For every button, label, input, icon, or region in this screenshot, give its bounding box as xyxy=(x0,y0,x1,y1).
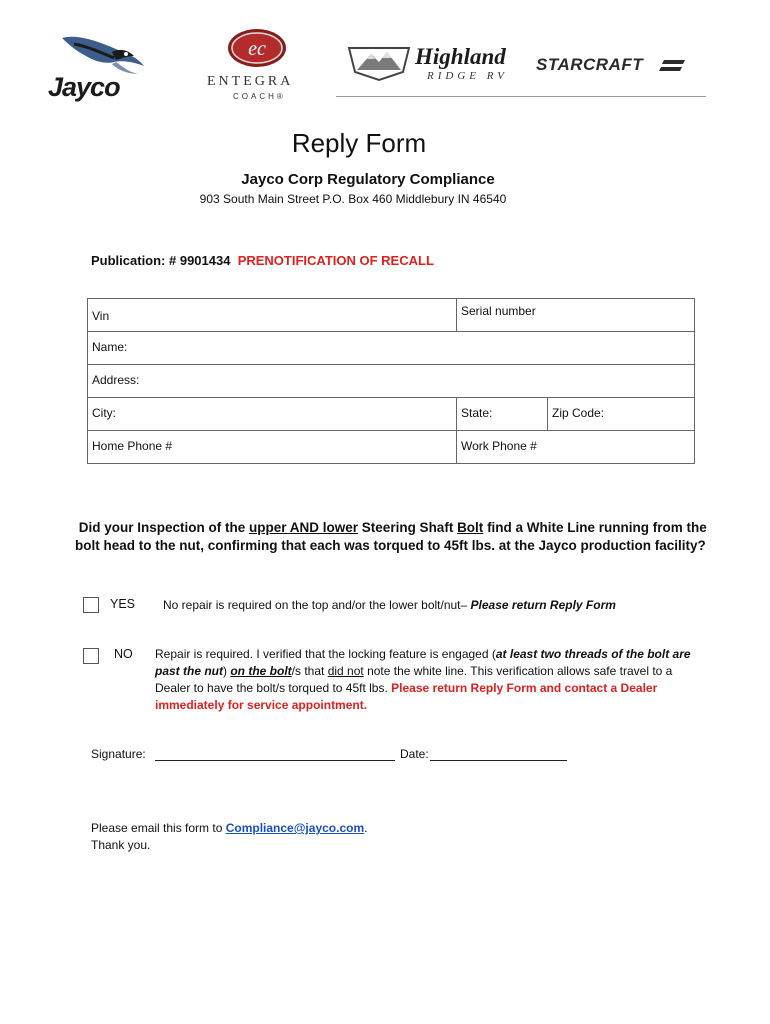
question-text-5: find a White Line running from the bolt head to the nut, confirming that each was torqued to 45ft lbs. at the Jayco production facility? xyxy=(75,520,707,553)
yes-checkbox[interactable] xyxy=(83,597,99,613)
email-suffix-text: . xyxy=(364,821,368,835)
no-text-1: Repair is required. I verified that the locking feature is engaged ( xyxy=(155,647,496,661)
company-subtitle: Jayco Corp Regulatory Compliance xyxy=(241,171,495,188)
date-label: Date: xyxy=(400,747,429,761)
zip-code-field[interactable] xyxy=(548,398,695,431)
home-phone-field[interactable] xyxy=(88,431,457,464)
serial-number-field[interactable] xyxy=(457,299,695,332)
jayco-bird-icon xyxy=(56,32,146,76)
no-checkbox[interactable] xyxy=(83,648,99,664)
publication-number: Publication: # 9901434 xyxy=(91,253,231,268)
yes-description-text: No repair is required on the top and/or the lower bolt/nut– xyxy=(163,598,471,612)
publication-line xyxy=(91,253,434,268)
signature-line[interactable] xyxy=(155,760,395,761)
email-instruction xyxy=(91,821,367,835)
yes-return-form-note: Please return Reply Form xyxy=(470,598,616,612)
home-phone-label: Home Phone # xyxy=(92,439,173,453)
entegra-logo xyxy=(205,28,310,104)
entegra-emblem-icon xyxy=(227,28,287,68)
highland-ridge-logo xyxy=(345,40,515,90)
name-label: Name: xyxy=(92,340,128,354)
no-dealer-note: Please return Reply Form and contact a Dealer immediately for service appointment. xyxy=(155,681,658,712)
state-label: State: xyxy=(461,406,493,420)
header-divider xyxy=(336,96,706,97)
starcraft-stripes-icon xyxy=(658,59,686,73)
highland-wordmark: Highland xyxy=(415,44,506,69)
signature-label: Signature: xyxy=(91,747,146,761)
yes-description xyxy=(163,597,703,614)
no-text-7: note the white line. This verification allows safe travel to a Dealer to have the bolt/s torqued to 45ft lbs. xyxy=(155,664,673,695)
work-phone-field[interactable] xyxy=(457,431,695,464)
company-address: 903 South Main Street P.O. Box 460 Middlebury IN 46540 xyxy=(199,192,507,206)
yes-label: YES xyxy=(110,597,136,611)
highland-subtext: RIDGE RV xyxy=(427,70,508,82)
no-text-3: ) xyxy=(223,664,231,678)
question-text-3: Steering Shaft xyxy=(358,520,458,535)
recall-notice: PRENOTIFICATION OF RECALL xyxy=(237,253,434,268)
date-line[interactable] xyxy=(430,760,567,761)
page-title: Reply Form xyxy=(291,128,427,158)
address-field[interactable] xyxy=(88,365,695,398)
vin-field[interactable] xyxy=(88,299,457,332)
no-text-threads: at least two threads of the bolt are past the nut xyxy=(155,647,691,678)
svg-text:ec: ec xyxy=(248,38,266,60)
serial-number-label: Serial number xyxy=(461,304,536,318)
starcraft-logo xyxy=(536,55,696,79)
starcraft-wordmark: STARCRAFT xyxy=(536,55,644,74)
vin-label: Vin xyxy=(92,309,110,323)
owner-info-table xyxy=(87,298,695,464)
no-text-5: /s that xyxy=(291,664,328,678)
jayco-wordmark: Jayco xyxy=(48,72,120,102)
city-label: City: xyxy=(92,406,116,420)
no-label: NO xyxy=(114,647,133,661)
email-prefix-text: Please email this form to xyxy=(91,821,226,835)
entegra-subtext: COACH® xyxy=(233,92,286,101)
name-field[interactable] xyxy=(88,332,695,365)
no-text-did-not: did not xyxy=(327,664,364,678)
question-text-upper-lower: upper AND lower xyxy=(249,520,359,535)
work-phone-label: Work Phone # xyxy=(461,439,537,453)
thank-you-text: Thank you. xyxy=(91,838,151,852)
question-text-bolt: Bolt xyxy=(457,520,484,535)
entegra-wordmark: ENTEGRA xyxy=(207,74,294,89)
inspection-question xyxy=(75,519,715,555)
mountain-badge-icon xyxy=(345,42,413,82)
no-text-on-the-bolt: on the bolt xyxy=(230,664,292,678)
jayco-logo xyxy=(48,32,153,102)
address-label: Address: xyxy=(92,373,140,387)
no-description xyxy=(155,646,700,714)
city-field[interactable] xyxy=(88,398,457,431)
question-text-1: Did your Inspection of the xyxy=(78,520,250,535)
zip-code-label: Zip Code: xyxy=(552,406,605,420)
state-field[interactable] xyxy=(457,398,548,431)
compliance-email-link[interactable]: Compliance@jayco.com xyxy=(225,821,365,835)
